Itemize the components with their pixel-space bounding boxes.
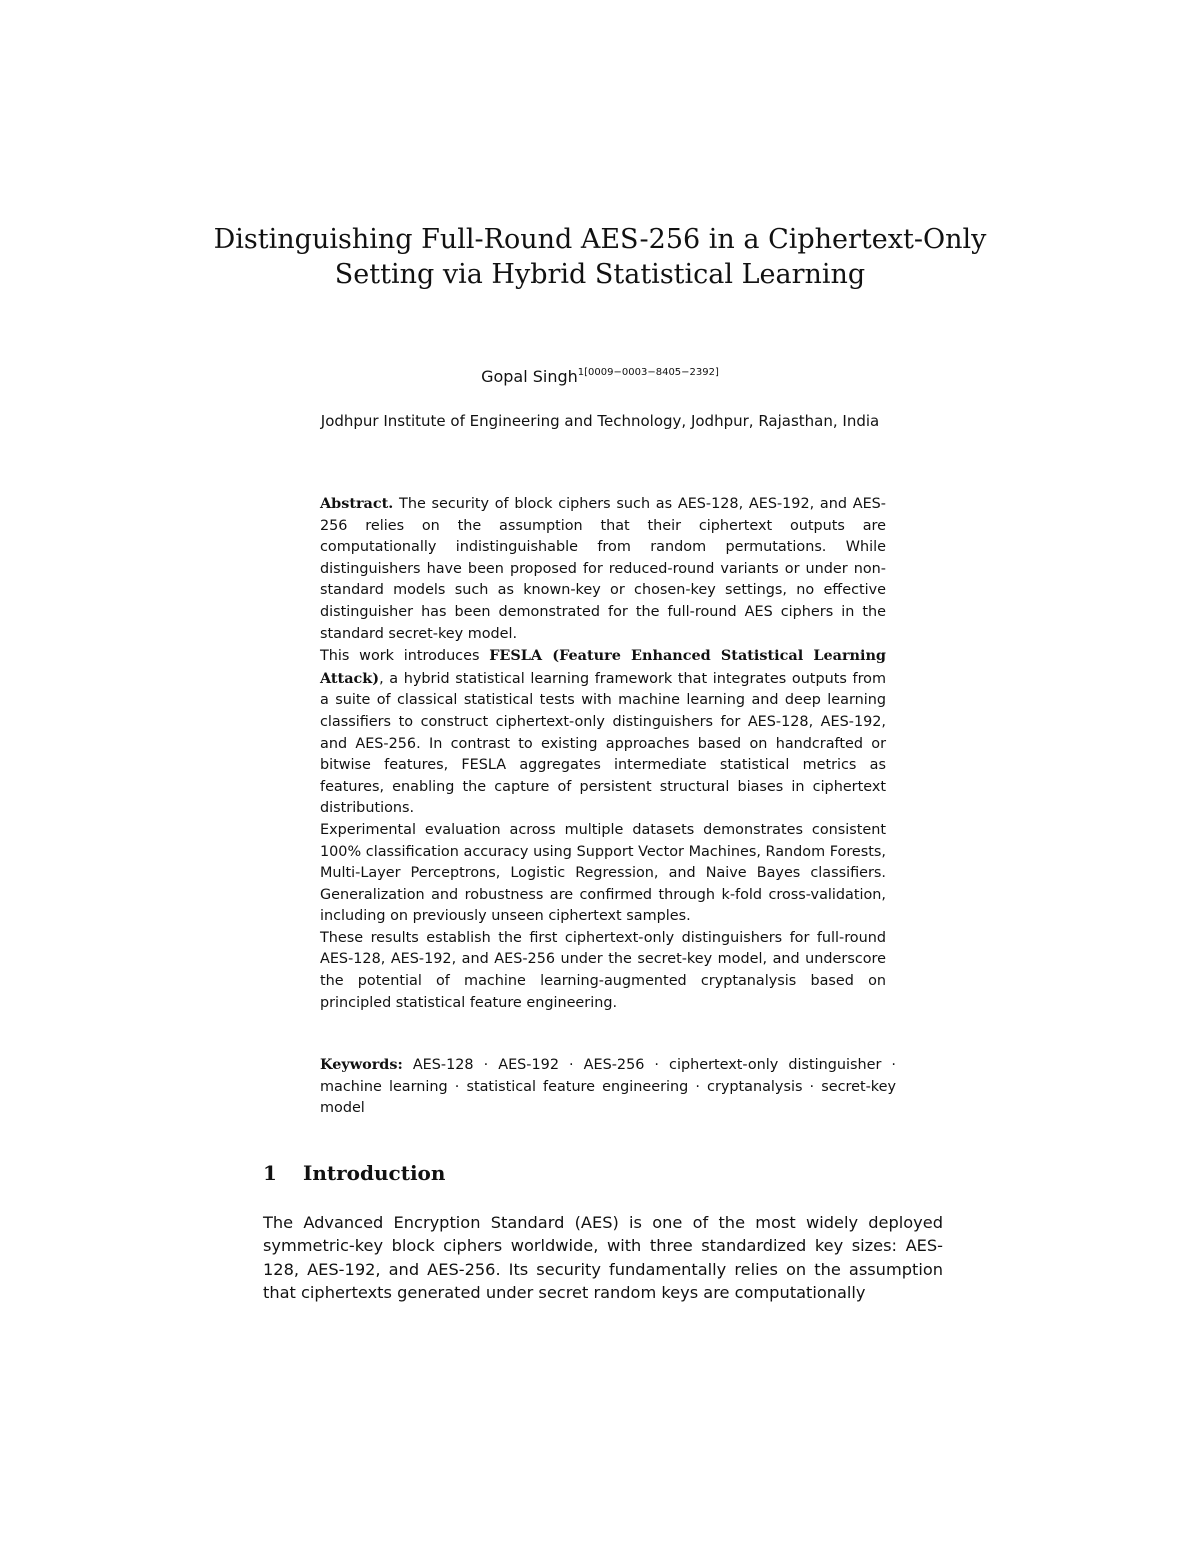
section-number: 1 <box>263 1161 277 1185</box>
section-title: Introduction <box>303 1161 446 1185</box>
abstract-paragraph-3: Experimental evaluation across multiple datasets demonstrates consistent 100% classification accuracy using Support Vector Machines, Random Forests, Multi-Layer Perceptrons, Logistic Regression, and Naive Bayes classifiers. Generalization and robustness are confirmed through k-fold cross-validation, including on previously unseen ciphertext samples. <box>320 821 886 925</box>
paper-title: Distinguishing Full-Round AES-256 in a Ciphertext-Only Setting via Hybrid Statistical Learning <box>213 224 987 290</box>
author-affiliation: Jodhpur Institute of Engineering and Technology, Jodhpur, Rajasthan, India <box>320 412 880 430</box>
abstract-paragraph-4: These results establish the first ciphertext-only distinguishers for full-round AES-128, AES-192, and AES-256 under the secret-key model, and underscore the potential of machine learning-augmented cryptanalysis based on principled statistical feature engineering. <box>320 929 886 1011</box>
keywords-block <box>320 1054 896 1120</box>
keywords-label: Keywords: <box>320 1056 403 1073</box>
abstract-paragraph-1 <box>320 493 886 645</box>
introduction-paragraph: The Advanced Encryption Standard (AES) is one of the most widely deployed symmetric-key block ciphers worldwide, with three standardized key sizes: AES-128, AES-192, and AES-256. Its security fundamentally relies on the assumption that ciphertexts generated under secret random keys are computationally <box>263 1213 943 1302</box>
abstract-text-2-pre: This work introduces <box>320 648 490 665</box>
abstract-text-1: The security of block ciphers such as AES-128, AES-192, and AES-256 relies on the assumption that their ciphertext outputs are computationally indistinguishable from random permutations. While distinguishers have been proposed for reduced-round variants or under non-standard models such as known-key or chosen-key settings, no effective distinguisher has been demonstrated for the full-round AES ciphers in the standard secret-key model. <box>320 496 886 642</box>
section-heading-introduction <box>263 1159 943 1187</box>
fesla-name: FESLA (Feature Enhanced Statistical Learning Attack) <box>320 647 886 687</box>
abstract-paragraph-2 <box>320 645 886 820</box>
author-line <box>200 366 1000 388</box>
keywords-text: AES-128 · AES-192 · AES-256 · ciphertext-only distinguisher · machine learning · statistical feature engineering · cryptanalysis · secret-key model <box>320 1057 897 1117</box>
author-orcid-superscript: 1[0009−0003−8405−2392] <box>577 367 719 378</box>
abstract-label: Abstract. <box>320 495 394 512</box>
author-name: Gopal Singh <box>481 367 578 386</box>
introduction-body <box>263 1211 943 1304</box>
abstract-text-2-post: , a hybrid statistical learning framework that integrates outputs from a suite of classical statistical tests with machine learning and deep learning classifiers to construct ciphertext-only distinguishers for AES-128, AES-192, and AES-256. In contrast to existing approaches based on handcrafted or bitwise features, FESLA aggregates intermediate statistical metrics as features, enabling the capture of persistent structural biases in ciphertext distributions. <box>320 670 886 817</box>
abstract-block <box>320 493 886 1014</box>
